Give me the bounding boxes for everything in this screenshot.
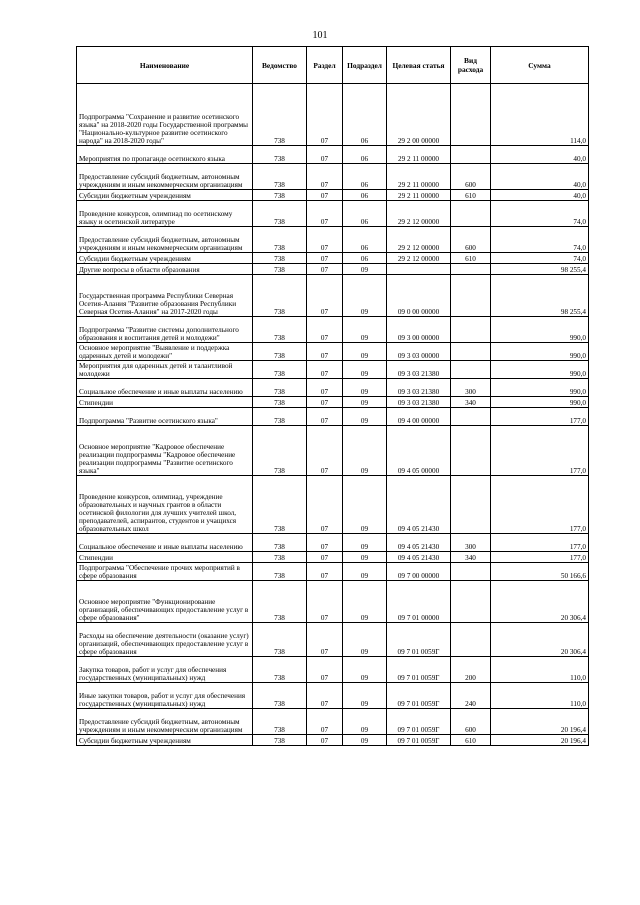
row-target: 09 3 03 21380 bbox=[387, 361, 451, 379]
row-section: 07 bbox=[307, 552, 343, 563]
row-dept: 738 bbox=[253, 683, 307, 709]
row-sum: 990,0 bbox=[491, 343, 589, 361]
row-target: 29 2 11 00000 bbox=[387, 190, 451, 201]
row-section: 07 bbox=[307, 709, 343, 735]
row-target: 29 2 11 00000 bbox=[387, 164, 451, 190]
row-section: 07 bbox=[307, 581, 343, 623]
row-target bbox=[387, 264, 451, 275]
row-name: Мероприятия для одаренных детей и талантливой молодежи bbox=[77, 361, 253, 379]
row-target: 09 7 00 00000 bbox=[387, 563, 451, 581]
row-dept: 738 bbox=[253, 253, 307, 264]
row-sum: 177,0 bbox=[491, 534, 589, 552]
table-row bbox=[77, 379, 589, 397]
row-subsection: 09 bbox=[343, 534, 387, 552]
row-target: 29 2 11 00000 bbox=[387, 146, 451, 164]
row-subsection: 09 bbox=[343, 397, 387, 408]
row-dept: 738 bbox=[253, 426, 307, 476]
row-name: Основное мероприятие "Кадровое обеспечение реализации подпрограммы "Кадровое обеспечение реализации подпрограммы "Развитие осетинского языка" bbox=[77, 426, 253, 476]
row-subsection: 06 bbox=[343, 146, 387, 164]
row-section: 07 bbox=[307, 317, 343, 343]
header-name: Наименование bbox=[77, 47, 253, 84]
row-subsection: 09 bbox=[343, 408, 387, 426]
table-row bbox=[77, 146, 589, 164]
row-exp-type: 200 bbox=[451, 657, 491, 683]
table-row bbox=[77, 534, 589, 552]
row-target: 29 2 12 00000 bbox=[387, 201, 451, 227]
row-target: 09 4 05 21430 bbox=[387, 476, 451, 534]
row-sum: 110,0 bbox=[491, 657, 589, 683]
row-name: Социальное обеспечение и иные выплаты населению bbox=[77, 534, 253, 552]
row-target: 29 2 12 00000 bbox=[387, 227, 451, 253]
row-name: Стипендии bbox=[77, 397, 253, 408]
row-name: Стипендии bbox=[77, 552, 253, 563]
header-section: Раздел bbox=[307, 47, 343, 84]
row-sum: 98 255,4 bbox=[491, 264, 589, 275]
row-name: Субсидии бюджетным учреждениям bbox=[77, 253, 253, 264]
row-exp-type: 600 bbox=[451, 709, 491, 735]
row-name: Субсидии бюджетным учреждениям bbox=[77, 190, 253, 201]
table-row bbox=[77, 227, 589, 253]
row-target: 09 4 05 00000 bbox=[387, 426, 451, 476]
row-dept: 738 bbox=[253, 146, 307, 164]
row-sum: 177,0 bbox=[491, 476, 589, 534]
table-row bbox=[77, 317, 589, 343]
row-exp-type: 600 bbox=[451, 227, 491, 253]
row-target: 09 7 01 0059Г bbox=[387, 735, 451, 746]
header-target: Целевая статья bbox=[387, 47, 451, 84]
row-section: 07 bbox=[307, 227, 343, 253]
table-header-row bbox=[77, 47, 589, 84]
row-subsection: 09 bbox=[343, 426, 387, 476]
table-row bbox=[77, 408, 589, 426]
row-subsection: 06 bbox=[343, 164, 387, 190]
row-sum: 990,0 bbox=[491, 379, 589, 397]
row-subsection: 06 bbox=[343, 201, 387, 227]
row-dept: 738 bbox=[253, 317, 307, 343]
row-exp-type: 340 bbox=[451, 397, 491, 408]
row-name: Социальное обеспечение и иные выплаты населению bbox=[77, 379, 253, 397]
row-section: 07 bbox=[307, 397, 343, 408]
table-row bbox=[77, 164, 589, 190]
row-section: 07 bbox=[307, 84, 343, 146]
row-dept: 738 bbox=[253, 534, 307, 552]
row-sum: 74,0 bbox=[491, 227, 589, 253]
row-subsection: 06 bbox=[343, 84, 387, 146]
header-dept: Ведомство bbox=[253, 47, 307, 84]
row-exp-type bbox=[451, 623, 491, 657]
row-exp-type bbox=[451, 476, 491, 534]
row-sum: 20 306,4 bbox=[491, 623, 589, 657]
row-name: Расходы на обеспечение деятельности (оказание услуг) организаций, обеспечивающих предоставление услуг в сфере образования bbox=[77, 623, 253, 657]
row-subsection: 09 bbox=[343, 657, 387, 683]
row-subsection: 06 bbox=[343, 190, 387, 201]
row-exp-type bbox=[451, 146, 491, 164]
row-section: 07 bbox=[307, 253, 343, 264]
table-row bbox=[77, 426, 589, 476]
table-row bbox=[77, 623, 589, 657]
row-exp-type bbox=[451, 563, 491, 581]
row-name: Предоставление субсидий бюджетным, автономным учреждениям и иным некоммерческим организациям bbox=[77, 709, 253, 735]
row-exp-type bbox=[451, 581, 491, 623]
row-sum: 990,0 bbox=[491, 361, 589, 379]
row-dept: 738 bbox=[253, 84, 307, 146]
row-subsection: 09 bbox=[343, 264, 387, 275]
row-subsection: 09 bbox=[343, 709, 387, 735]
table-row bbox=[77, 343, 589, 361]
row-target: 29 2 00 00000 bbox=[387, 84, 451, 146]
row-sum: 40,0 bbox=[491, 164, 589, 190]
row-name: Подпрограмма "Развитие осетинского языка" bbox=[77, 408, 253, 426]
row-section: 07 bbox=[307, 683, 343, 709]
row-exp-type: 600 bbox=[451, 164, 491, 190]
row-target: 09 3 03 21380 bbox=[387, 379, 451, 397]
row-sum: 20 196,4 bbox=[491, 709, 589, 735]
row-subsection: 09 bbox=[343, 563, 387, 581]
table-row bbox=[77, 657, 589, 683]
row-exp-type: 340 bbox=[451, 552, 491, 563]
row-sum: 20 196,4 bbox=[491, 735, 589, 746]
row-sum: 990,0 bbox=[491, 397, 589, 408]
row-subsection: 09 bbox=[343, 343, 387, 361]
row-subsection: 09 bbox=[343, 683, 387, 709]
table-row bbox=[77, 275, 589, 317]
row-dept: 738 bbox=[253, 581, 307, 623]
row-section: 07 bbox=[307, 476, 343, 534]
row-target: 09 4 05 21430 bbox=[387, 534, 451, 552]
row-name: Субсидии бюджетным учреждениям bbox=[77, 735, 253, 746]
row-dept: 738 bbox=[253, 164, 307, 190]
row-target: 09 4 05 21430 bbox=[387, 552, 451, 563]
row-subsection: 09 bbox=[343, 476, 387, 534]
row-dept: 738 bbox=[253, 264, 307, 275]
row-exp-type: 300 bbox=[451, 534, 491, 552]
table-row bbox=[77, 253, 589, 264]
row-exp-type bbox=[451, 317, 491, 343]
row-name: Мероприятия по пропаганде осетинского языка bbox=[77, 146, 253, 164]
row-exp-type bbox=[451, 201, 491, 227]
row-section: 07 bbox=[307, 275, 343, 317]
row-dept: 738 bbox=[253, 408, 307, 426]
row-name: Закупка товаров, работ и услуг для обеспечения государственных (муниципальных) нужд bbox=[77, 657, 253, 683]
row-sum: 40,0 bbox=[491, 146, 589, 164]
table-row bbox=[77, 201, 589, 227]
row-sum: 98 255,4 bbox=[491, 275, 589, 317]
row-sum: 40,0 bbox=[491, 190, 589, 201]
row-subsection: 06 bbox=[343, 227, 387, 253]
row-sum: 110,0 bbox=[491, 683, 589, 709]
row-sum: 990,0 bbox=[491, 317, 589, 343]
row-sum: 177,0 bbox=[491, 552, 589, 563]
table-row bbox=[77, 581, 589, 623]
row-dept: 738 bbox=[253, 709, 307, 735]
row-subsection: 09 bbox=[343, 317, 387, 343]
row-exp-type bbox=[451, 264, 491, 275]
row-dept: 738 bbox=[253, 190, 307, 201]
budget-table bbox=[76, 46, 589, 746]
header-sum: Сумма bbox=[491, 47, 589, 84]
row-dept: 738 bbox=[253, 201, 307, 227]
row-section: 07 bbox=[307, 534, 343, 552]
row-target: 09 7 01 0059Г bbox=[387, 657, 451, 683]
row-dept: 738 bbox=[253, 476, 307, 534]
row-exp-type bbox=[451, 275, 491, 317]
row-name: Основное мероприятие "Функционирование организаций, обеспечивающих предоставление услуг в сфере образования" bbox=[77, 581, 253, 623]
row-name: Подпрограмма "Обеспечение прочих мероприятий в сфере образования bbox=[77, 563, 253, 581]
row-dept: 738 bbox=[253, 735, 307, 746]
row-sum: 50 166,6 bbox=[491, 563, 589, 581]
row-dept: 738 bbox=[253, 275, 307, 317]
row-dept: 738 bbox=[253, 343, 307, 361]
row-section: 07 bbox=[307, 146, 343, 164]
row-target: 09 7 01 0059Г bbox=[387, 709, 451, 735]
row-exp-type bbox=[451, 426, 491, 476]
row-sum: 177,0 bbox=[491, 426, 589, 476]
row-sum: 177,0 bbox=[491, 408, 589, 426]
row-dept: 738 bbox=[253, 397, 307, 408]
row-exp-type: 610 bbox=[451, 735, 491, 746]
row-section: 07 bbox=[307, 379, 343, 397]
row-name: Подпрограмма "Сохранение и развитие осетинского языка" на 2018-2020 годы Государственной программы "Национально-культурное развитие осетинского народа" на 2018-2020 годы" bbox=[77, 84, 253, 146]
row-section: 07 bbox=[307, 190, 343, 201]
row-target: 09 3 00 00000 bbox=[387, 317, 451, 343]
header-exp-type: Вид расхода bbox=[451, 47, 491, 84]
table-row bbox=[77, 563, 589, 581]
table-row bbox=[77, 264, 589, 275]
row-dept: 738 bbox=[253, 657, 307, 683]
row-section: 07 bbox=[307, 361, 343, 379]
row-subsection: 09 bbox=[343, 623, 387, 657]
table-row bbox=[77, 476, 589, 534]
row-name: Предоставление субсидий бюджетным, автономным учреждениям и иным некоммерческим организациям bbox=[77, 227, 253, 253]
row-name: Государственная программа Республики Северная Осетия-Алания "Развитие образования Республики Северная Осетия-Алания" на 2017-2020 годы bbox=[77, 275, 253, 317]
row-dept: 738 bbox=[253, 227, 307, 253]
row-dept: 738 bbox=[253, 361, 307, 379]
table-row bbox=[77, 397, 589, 408]
row-name: Другие вопросы в области образования bbox=[77, 264, 253, 275]
row-name: Проведение конкурсов, олимпиад по осетинскому языку и осетинской литературе bbox=[77, 201, 253, 227]
row-subsection: 09 bbox=[343, 735, 387, 746]
row-sum: 74,0 bbox=[491, 201, 589, 227]
row-section: 07 bbox=[307, 343, 343, 361]
row-sum: 74,0 bbox=[491, 253, 589, 264]
row-section: 07 bbox=[307, 426, 343, 476]
row-target: 09 7 01 00000 bbox=[387, 581, 451, 623]
header-subsection: Подраздел bbox=[343, 47, 387, 84]
row-section: 07 bbox=[307, 563, 343, 581]
row-name: Подпрограмма "Развитие системы дополнительного образования и воспитания детей и молодежи" bbox=[77, 317, 253, 343]
row-target: 09 3 03 21380 bbox=[387, 397, 451, 408]
row-subsection: 09 bbox=[343, 275, 387, 317]
row-subsection: 09 bbox=[343, 581, 387, 623]
row-dept: 738 bbox=[253, 379, 307, 397]
row-exp-type bbox=[451, 84, 491, 146]
row-section: 07 bbox=[307, 408, 343, 426]
row-target: 09 7 01 0059Г bbox=[387, 683, 451, 709]
row-subsection: 09 bbox=[343, 379, 387, 397]
row-exp-type: 610 bbox=[451, 190, 491, 201]
row-exp-type: 610 bbox=[451, 253, 491, 264]
row-name: Проведение конкурсов, олимпиад, учреждение образовательных и научных грантов в области осетинской филологии для лучших учителей школ, преподавателей, аспирантов, студентов и учащихся образовательных школ bbox=[77, 476, 253, 534]
row-target: 09 0 00 00000 bbox=[387, 275, 451, 317]
row-target: 09 4 00 00000 bbox=[387, 408, 451, 426]
table-row bbox=[77, 190, 589, 201]
row-section: 07 bbox=[307, 164, 343, 190]
row-subsection: 09 bbox=[343, 361, 387, 379]
row-exp-type bbox=[451, 408, 491, 426]
row-section: 07 bbox=[307, 264, 343, 275]
table-row bbox=[77, 361, 589, 379]
row-exp-type bbox=[451, 361, 491, 379]
table-row bbox=[77, 84, 589, 146]
row-subsection: 09 bbox=[343, 552, 387, 563]
row-section: 07 bbox=[307, 623, 343, 657]
row-sum: 20 306,4 bbox=[491, 581, 589, 623]
row-sum: 114,0 bbox=[491, 84, 589, 146]
row-target: 09 7 01 0059Г bbox=[387, 623, 451, 657]
row-target: 09 3 03 00000 bbox=[387, 343, 451, 361]
row-name: Основное мероприятие "Выявление и поддержка одаренных детей и молодежи" bbox=[77, 343, 253, 361]
row-dept: 738 bbox=[253, 623, 307, 657]
row-name: Предоставление субсидий бюджетным, автономным учреждениям и иным некоммерческим организациям bbox=[77, 164, 253, 190]
row-exp-type bbox=[451, 343, 491, 361]
row-target: 29 2 12 00000 bbox=[387, 253, 451, 264]
row-section: 07 bbox=[307, 201, 343, 227]
table-row bbox=[77, 735, 589, 746]
row-dept: 738 bbox=[253, 563, 307, 581]
table-row bbox=[77, 709, 589, 735]
row-name: Иные закупки товаров, работ и услуг для обеспечения государственных (муниципальных) нужд bbox=[77, 683, 253, 709]
table-row bbox=[77, 683, 589, 709]
table-row bbox=[77, 552, 589, 563]
row-section: 07 bbox=[307, 657, 343, 683]
row-section: 07 bbox=[307, 735, 343, 746]
row-exp-type: 300 bbox=[451, 379, 491, 397]
row-exp-type: 240 bbox=[451, 683, 491, 709]
page-number: 101 bbox=[312, 30, 328, 41]
row-dept: 738 bbox=[253, 552, 307, 563]
row-subsection: 06 bbox=[343, 253, 387, 264]
